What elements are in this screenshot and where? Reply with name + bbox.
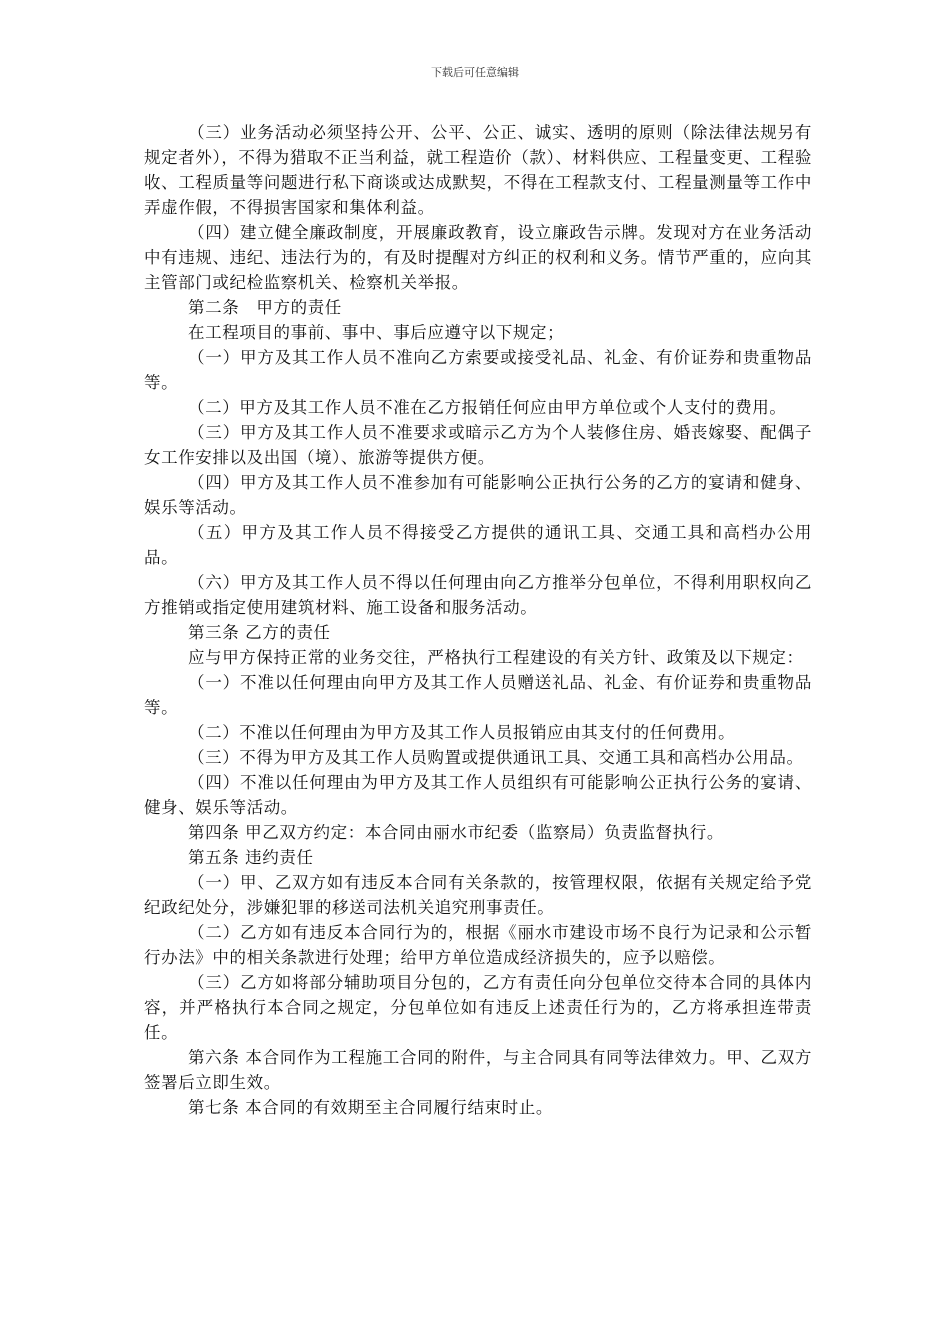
document-body (144, 120, 812, 1120)
article-2-item-5: （五）甲方及其工作人员不得接受乙方提供的通讯工具、交通工具和高档办公用品。 (144, 523, 812, 567)
article-7: 第七条 本合同的有效期至主合同履行结束时止。 (188, 1098, 553, 1117)
clause-1-item-3: （三）业务活动必须坚持公开、公平、公正、诚实、透明的原则（除法律法规另有规定者外），不得为猎取不正当利益，就工程造价（款）、材料供应、工程量变更、工程验收、工程质量等问题进行私下商谈或达成默契，不得在工程款支付、工程量测量等工作中弄虚作假，不得损害国家和集体利益。 (144, 123, 812, 217)
article-6: 第六条 本合同作为工程施工合同的附件，与主合同具有同等法律效力。甲、乙双方签署后立即生效。 (144, 1048, 812, 1092)
article-2-item-1: （一）甲方及其工作人员不准向乙方索要或接受礼品、礼金、有价证券和贵重物品等。 (144, 348, 812, 392)
article-2-item-4: （四）甲方及其工作人员不准参加有可能影响公正执行公务的乙方的宴请和健身、娱乐等活动。 (144, 473, 812, 517)
article-3-item-1: （一）不准以任何理由向甲方及其工作人员赠送礼品、礼金、有价证券和贵重物品等。 (144, 673, 812, 717)
article-5-item-1: （一）甲、乙双方如有违反本合同有关条款的，按管理权限，依据有关规定给予党纪政纪处分，涉嫌犯罪的移送司法机关追究刑事责任。 (144, 873, 812, 917)
article-2-heading: 第二条 甲方的责任 (188, 298, 342, 317)
article-3-item-4: （四）不准以任何理由为甲方及其工作人员组织有可能影响公正执行公务的宴请、健身、娱乐等活动。 (144, 773, 812, 817)
article-2-item-2: （二）甲方及其工作人员不准在乙方报销任何应由甲方单位或个人支付的费用。 (188, 398, 787, 417)
page-header: 下载后可任意编辑 (431, 66, 519, 79)
article-3-item-2: （二）不准以任何理由为甲方及其工作人员报销应由其支付的任何费用。 (188, 723, 736, 742)
article-5-item-2: （二）乙方如有违反本合同行为的，根据《丽水市建设市场不良行为记录和公示暂行办法》中的相关条款进行处理；给甲方单位造成经济损失的，应予以赔偿。 (144, 923, 812, 967)
article-5-heading: 第五条 违约责任 (188, 848, 314, 867)
article-2-item-3: （三）甲方及其工作人员不准要求或暗示乙方为个人装修住房、婚丧嫁娶、配偶子女工作安排以及出国（境）、旅游等提供方便。 (144, 423, 812, 467)
article-2-item-6: （六）甲方及其工作人员不得以任何理由向乙方推举分包单位，不得利用职权向乙方推销或指定使用建筑材料、施工设备和服务活动。 (144, 573, 812, 617)
article-3-heading: 第三条 乙方的责任 (188, 623, 331, 642)
article-3-item-3: （三）不得为甲方及其工作人员购置或提供通讯工具、交通工具和高档办公用品。 (188, 748, 804, 767)
article-4: 第四条 甲乙双方约定：本合同由丽水市纪委（监察局）负责监督执行。 (188, 823, 724, 842)
article-5-item-3: （三）乙方如将部分辅助项目分包的，乙方有责任向分包单位交待本合同的具体内容，并严格执行本合同之规定，分包单位如有违反上述责任行为的，乙方将承担连带责任。 (144, 973, 812, 1042)
article-2-intro: 在工程项目的事前、事中、事后应遵守以下规定； (188, 323, 565, 342)
clause-1-item-4: （四）建立健全廉政制度，开展廉政教育，设立廉政告示牌。发现对方在业务活动中有违规、违纪、违法行为的，有及时提醒对方纠正的权利和义务。情节严重的，应向其主管部门或纪检监察机关、检察机关举报。 (144, 223, 812, 292)
article-3-intro: 应与甲方保持正常的业务交往，严格执行工程建设的有关方针、政策及以下规定： (188, 648, 804, 667)
